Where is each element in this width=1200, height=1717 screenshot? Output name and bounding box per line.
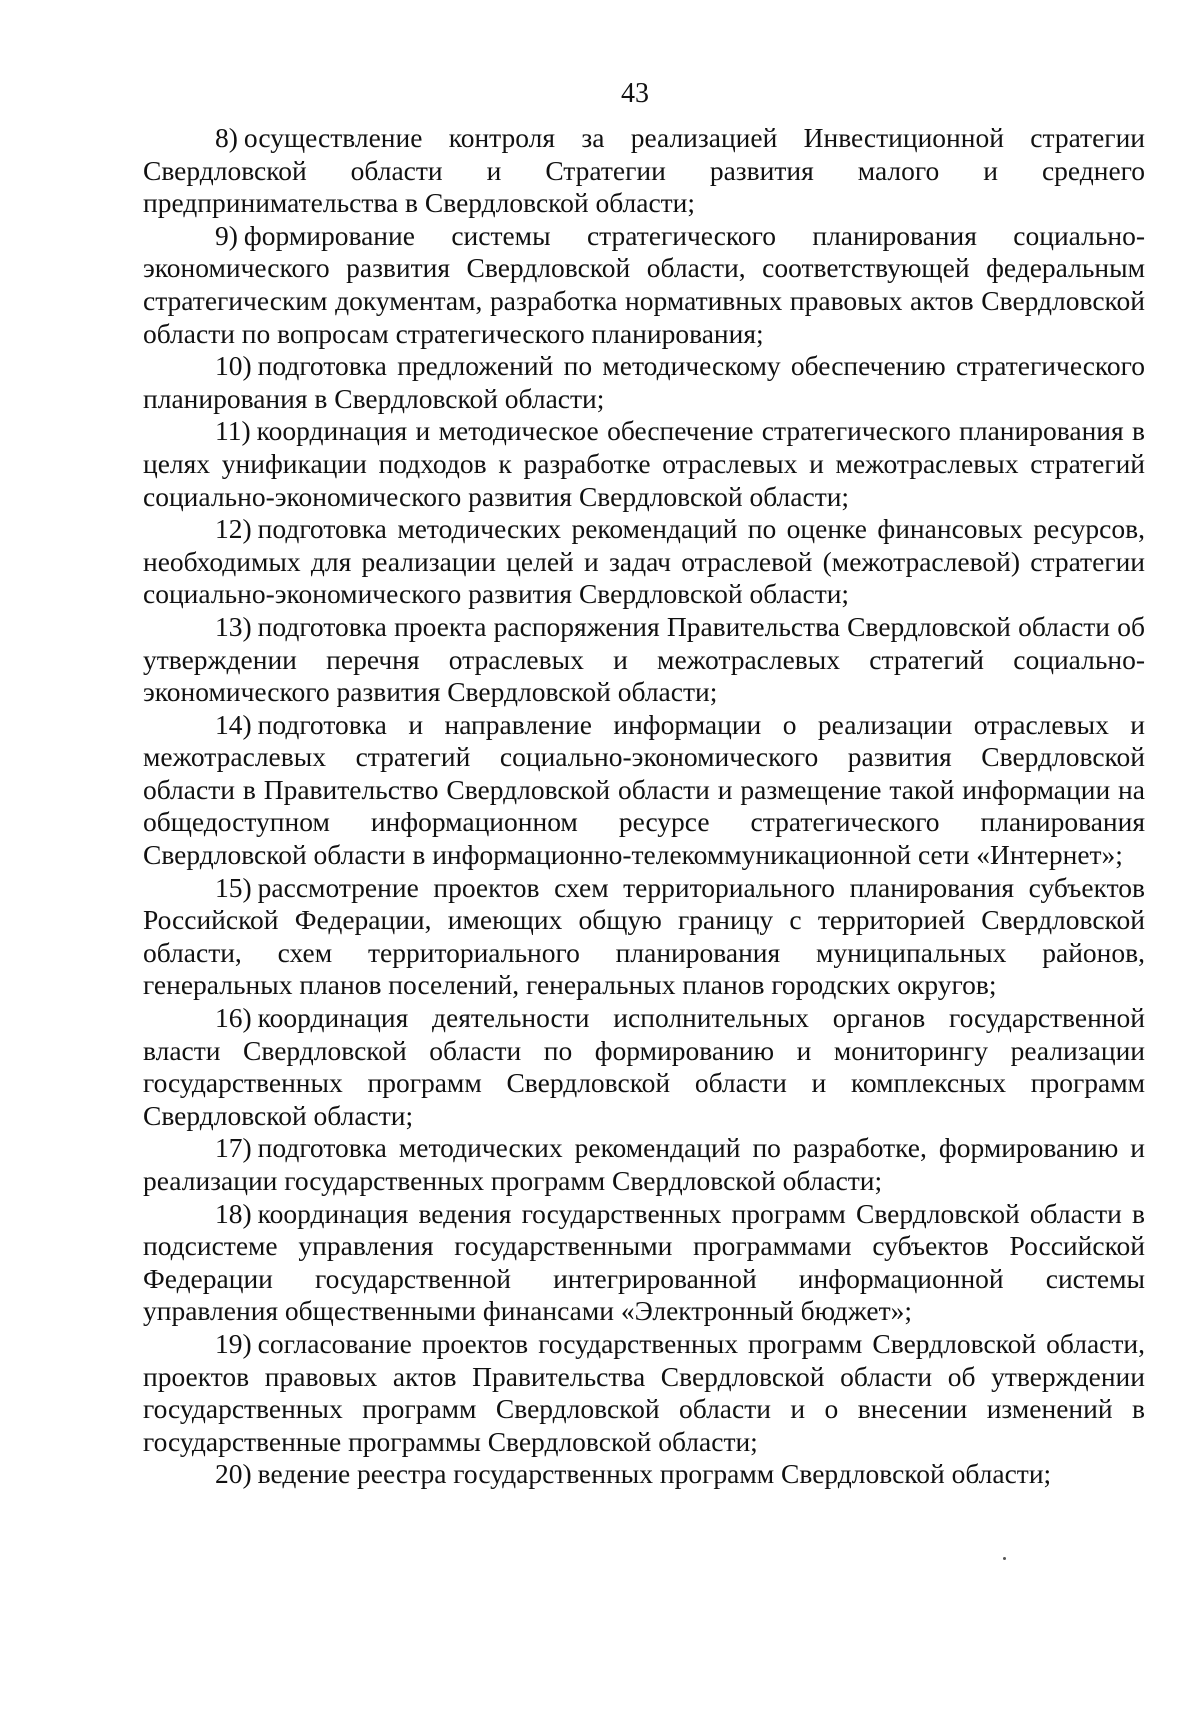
list-item-8	[143, 122, 1145, 220]
list-item-9	[143, 220, 1145, 350]
item-text: осуществление контроля за реализацией Инвестиционной стратегии Свердловской области и Стратегии развития малого и среднего предпринимательства в Свердловской области;	[143, 122, 1145, 219]
item-number: 16)	[215, 1002, 252, 1034]
item-text: координация и методическое обеспечение стратегического планирования в целях унификации подходов к разработке отраслевых и межотраслевых стратегий социально-экономического развития Свердловской области;	[143, 415, 1145, 512]
item-number: 12)	[215, 513, 252, 545]
list-item-19	[143, 1328, 1145, 1458]
list-item-10	[143, 350, 1145, 415]
item-number: 19)	[215, 1327, 252, 1359]
item-text: подготовка методических рекомендаций по разработке, формированию и реализации государственных программ Свердловской области;	[143, 1132, 1145, 1196]
list-item-12	[143, 513, 1145, 611]
item-text: подготовка проекта распоряжения Правительства Свердловской области об утверждении перечня отраслевых и межотраслевых стратегий социально-экономического развития Свердловской области;	[143, 610, 1145, 708]
item-text: согласование проектов государственных программ Свердловской области, проектов правовых актов Правительства Свердловской области об утверждении государственных программ Свердловской области и о внесении изменений в государственные программы Свердловской области;	[143, 1327, 1145, 1457]
item-number: 11)	[215, 415, 251, 447]
list-item-14	[143, 709, 1145, 872]
item-text: формирование системы стратегического планирования социально-экономического развития Свердловской области, соответствующей федеральным стратегическим документам, разработка нормативных правовых актов Свердловской области по вопросам стратегического планирования;	[143, 219, 1145, 349]
scan-speck	[1003, 1557, 1006, 1560]
item-text: координация ведения государственных программ Свердловской области в подсистеме управления государственными программами субъектов Российской Федерации государственной интегрированной информационной системы управления общественными финансами «Электронный бюджет»;	[143, 1197, 1145, 1327]
item-text: ведение реестра государственных программ Свердловской области;	[257, 1458, 1052, 1490]
item-number: 8)	[215, 122, 238, 153]
document-body	[143, 122, 1145, 1491]
list-item-17	[143, 1132, 1145, 1197]
item-number: 18)	[215, 1197, 252, 1229]
list-item-15	[143, 872, 1145, 1002]
list-item-18	[143, 1198, 1145, 1328]
item-text: координация деятельности исполнительных органов государственной власти Свердловской области по формированию и мониторингу реализации государственных программ Свердловской области и комплексных программ Свердловской области;	[143, 1002, 1145, 1131]
item-text: рассмотрение проектов схем территориального планирования субъектов Российской Федерации, имеющих общую границу с территорией Свердловской области, схем территориального планирования муниципальных районов, генеральных планов поселений, генеральных планов городских округов;	[143, 871, 1145, 1001]
list-item-16	[143, 1002, 1145, 1132]
item-number: 13)	[215, 610, 252, 642]
item-number: 10)	[215, 350, 252, 382]
list-item-13	[143, 611, 1145, 709]
item-number: 9)	[215, 219, 238, 251]
page-number: 43	[621, 78, 649, 109]
item-number: 14)	[215, 708, 252, 740]
item-text: подготовка предложений по методическому обеспечению стратегического планирования в Свердловской области;	[143, 350, 1145, 414]
item-number: 15)	[215, 871, 252, 903]
item-number: 20)	[215, 1458, 252, 1490]
list-item-20	[143, 1458, 1145, 1491]
item-text: подготовка методических рекомендаций по оценке финансовых ресурсов, необходимых для реализации целей и задач отраслевой (межотраслевой) стратегии социально-экономического развития Свердловской области;	[143, 513, 1145, 610]
item-text: подготовка и направление информации о реализации отраслевых и межотраслевых стратегий социально-экономического развития Свердловской области в Правительство Свердловской области и размещение такой информации на общедоступном информационном ресурсе стратегического планирования Свердловской области в информационно-телекоммуникационной сети «Интернет»;	[143, 708, 1145, 871]
item-number: 17)	[215, 1132, 252, 1164]
list-item-11	[143, 415, 1145, 513]
